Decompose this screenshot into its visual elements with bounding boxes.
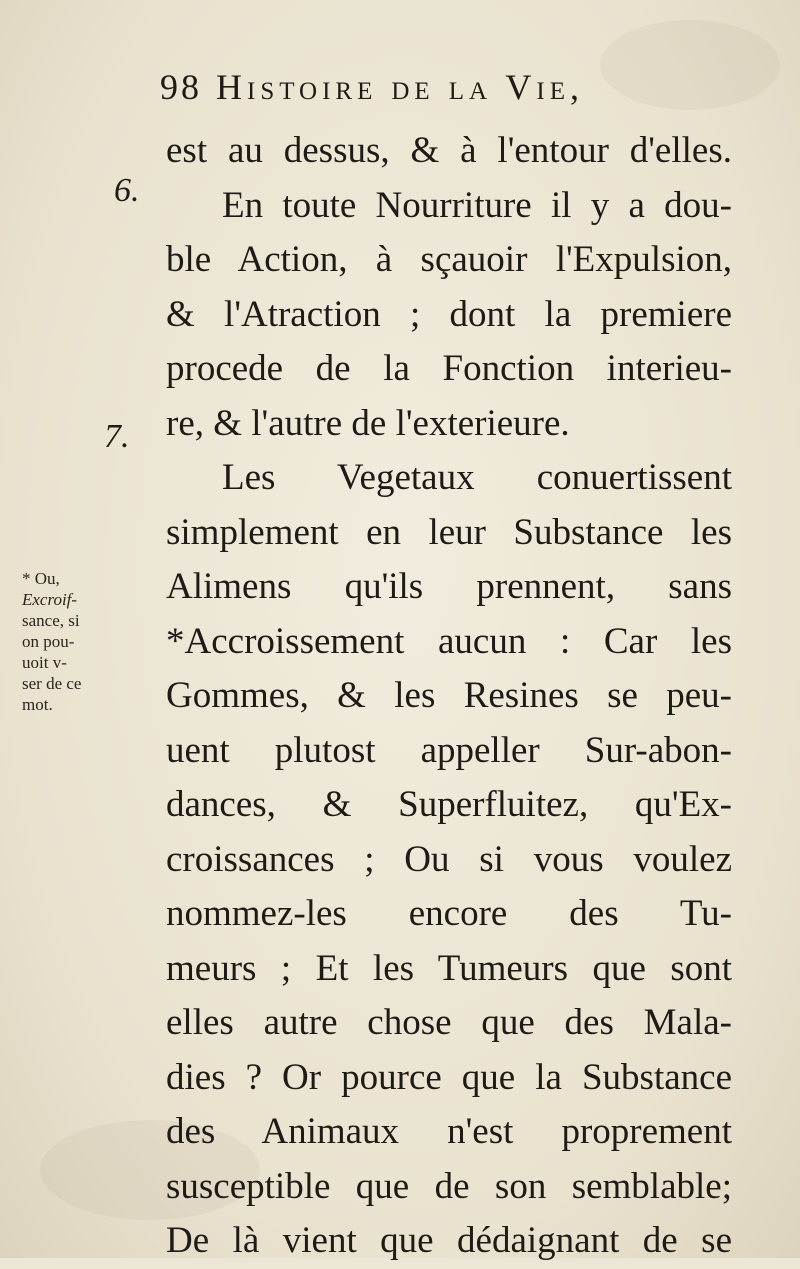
text-line: susceptible que de son semblable; <box>166 1165 732 1207</box>
margin-note-line: * Ou, <box>22 569 60 588</box>
section-number-6: 6. <box>114 172 140 209</box>
text-line: croissances ; Ou si vous voulez <box>166 838 732 880</box>
margin-note-line: uoit v- <box>22 653 67 672</box>
margin-note-line: sance, si <box>22 611 80 630</box>
text-line: ble Action, à sçauoir l'Expulsion, <box>166 239 732 280</box>
text-line: dances, & Superfluitez, qu'Ex- <box>166 784 732 825</box>
text-line: meurs ; Et les Tumeurs que sont <box>166 947 732 989</box>
text-line: Les Vegetaux conuertissent <box>222 457 732 498</box>
text-line: dies ? Or pource que la Substance <box>166 1056 732 1098</box>
text-line: elles autre chose que des Mala- <box>166 1002 732 1043</box>
running-header <box>160 66 720 108</box>
running-title: Histoire de la Vie, <box>216 67 584 107</box>
margin-note-line: mot. <box>22 695 53 714</box>
text-line: En toute Nourriture il y a dou- <box>222 184 732 226</box>
text-line: Gommes, & les Resines se peu- <box>166 675 732 716</box>
section-number-7: 7. <box>104 418 130 455</box>
text-line: *Accroissement aucun : Car les <box>166 620 732 662</box>
margin-note-line: ser de ce <box>22 674 82 693</box>
margin-note-line: Excroif- <box>22 590 78 609</box>
text-line: & l'Atraction ; dont la premiere <box>166 293 732 335</box>
text-line: simplement en leur Substance les <box>166 511 732 553</box>
text-line: procede de la Fonction interieu- <box>166 348 732 389</box>
text-line: nommez-les encore des Tu- <box>166 893 732 934</box>
margin-note <box>22 568 162 715</box>
text-line: est au dessus, & à l'entour d'elles. <box>166 130 732 171</box>
margin-note-line: on pou- <box>22 632 75 651</box>
text-line: des Animaux n'est proprement <box>166 1111 732 1152</box>
text-line: uent plutost appeller Sur-abon- <box>166 729 732 771</box>
text-line: Alimens qu'ils prennent, sans <box>166 566 732 607</box>
body-text <box>166 124 732 1269</box>
text-line: re, & l'autre de l'exterieure. <box>166 402 570 444</box>
text-line: De là vient que dédaignant de se <box>166 1220 732 1261</box>
page-number: 98 <box>160 67 202 107</box>
